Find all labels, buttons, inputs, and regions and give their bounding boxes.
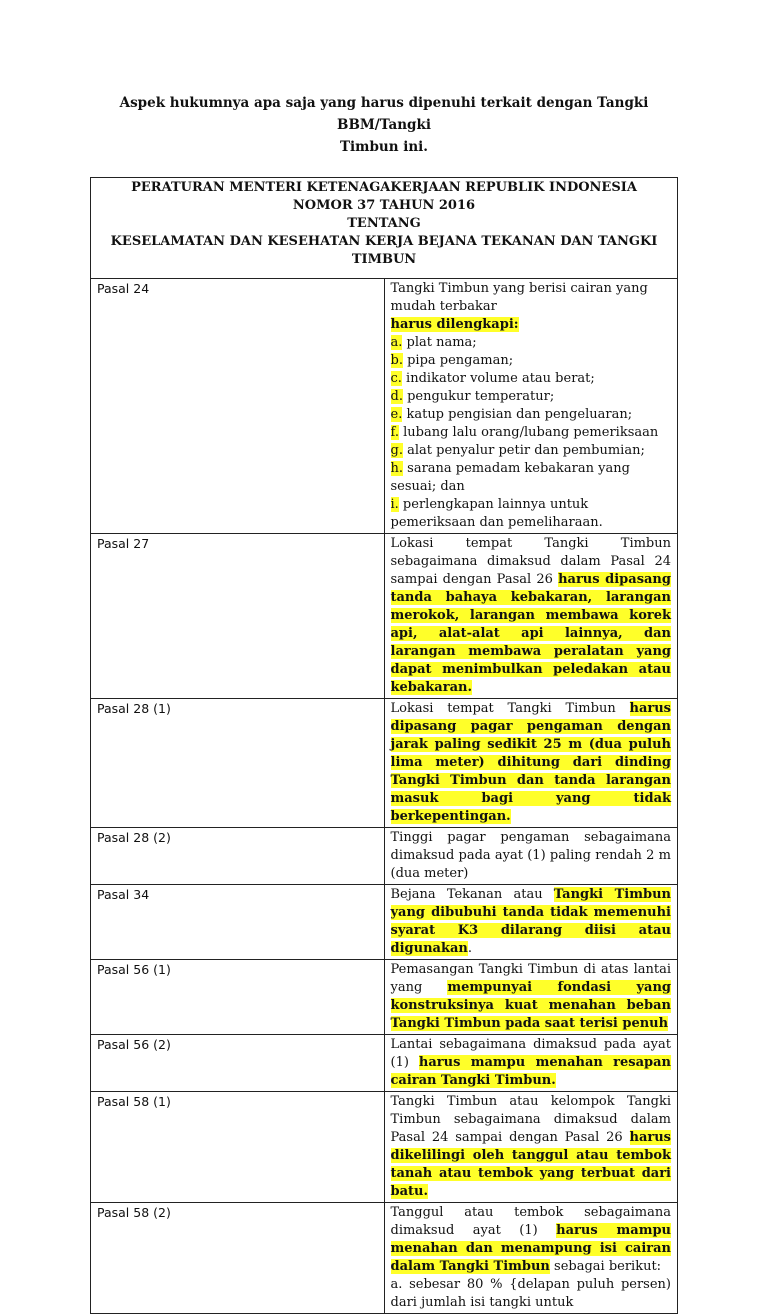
list-item xyxy=(391,460,672,496)
list-item xyxy=(391,334,672,352)
list-item xyxy=(391,442,672,460)
article-text xyxy=(384,1035,678,1092)
article-text xyxy=(384,885,678,960)
table-header-row xyxy=(91,178,678,279)
article-text xyxy=(384,279,678,534)
article-label: Pasal 24 xyxy=(91,279,385,534)
table-row xyxy=(91,279,678,534)
article-highlight-text: harus mampu menahan dan menampung isi cairan dalam Tangki Timbun xyxy=(390,1223,671,1274)
regulation-title-line-2: NOMOR 37 TAHUN 2016 xyxy=(292,198,476,213)
list-letter: f. xyxy=(390,425,399,440)
list-item xyxy=(391,496,672,532)
list-text: plat nama; xyxy=(402,335,477,350)
regulation-table xyxy=(90,177,678,1314)
regulation-title-line-3: TENTANG xyxy=(347,216,421,231)
article-intro-highlight-wrap xyxy=(391,316,672,334)
article-plain-text: sebagai berikut: xyxy=(549,1259,662,1274)
table-row xyxy=(91,1035,678,1092)
list-text: sarana pemadam kebakaran yang sesuai; dan xyxy=(390,461,630,494)
article-text xyxy=(384,828,678,885)
article-plain-text: Lantai sebagaimana dimaksud pada ayat (1) xyxy=(390,1037,671,1070)
article-text xyxy=(384,699,678,828)
table-row xyxy=(91,1092,678,1203)
list-letter: e. xyxy=(390,407,403,422)
article-plain-text: Tanggul atau tembok sebagaimana dimaksud ayat (1) xyxy=(390,1205,671,1238)
list-text: pipa pengaman; xyxy=(402,353,514,368)
question-line-2: Timbun ini. xyxy=(339,139,428,155)
question-line-1: Aspek hukumnya apa saja yang harus dipenuhi terkait dengan Tangki BBM/Tangki xyxy=(119,95,649,133)
regulation-rows xyxy=(91,279,678,1314)
list-text: katup pengisian dan pengeluaran; xyxy=(402,407,633,422)
article-sub-item: a. sebesar 80 % {delapan puluh persen) dari jumlah isi tangki untuk xyxy=(390,1277,671,1310)
list-letter: d. xyxy=(390,389,403,404)
article-plain-text: Lokasi tempat Tangki Timbun sebagaimana dimaksud dalam Pasal 24 sampai dengan Pasal 26 xyxy=(390,536,671,587)
article-highlight-text: mempunyai fondasi yang konstruksinya kuat menahan beban Tangki Timbun pada saat terisi penuh xyxy=(390,980,672,1031)
list-letter: a. xyxy=(390,335,403,350)
regulation-title xyxy=(91,178,678,279)
list-text: pengukur temperatur; xyxy=(402,389,555,404)
list-letter: c. xyxy=(390,371,402,386)
table-row xyxy=(91,534,678,699)
list-letter: g. xyxy=(390,443,403,458)
list-text: perlengkapan lainnya untuk pemeriksaan dan pemeliharaan. xyxy=(390,497,603,530)
article-intro: Tangki Timbun yang berisi cairan yang mudah terbakar xyxy=(390,281,648,314)
table-row xyxy=(91,699,678,828)
table-row xyxy=(91,885,678,960)
document-question xyxy=(90,92,678,158)
article-plain-text: Tangki Timbun atau kelompok Tangki Timbun sebagaimana dimaksud dalam Pasal 24 sampai dengan Pasal 26 xyxy=(390,1094,671,1145)
list-item xyxy=(391,352,672,370)
list-letter: b. xyxy=(390,353,403,368)
table-row xyxy=(91,960,678,1035)
article-label: Pasal 28 (2) xyxy=(91,828,385,885)
list-item xyxy=(391,370,672,388)
article-label: Pasal 56 (1) xyxy=(91,960,385,1035)
list-letter: h. xyxy=(390,461,404,476)
article-plain-text: Lokasi tempat Tangki Timbun xyxy=(390,701,630,716)
list-text: indikator volume atau berat; xyxy=(401,371,595,386)
article-intro-highlight: harus dilengkapi: xyxy=(390,317,519,332)
article-highlight-text: harus mampu menahan resapan cairan Tangki Timbun. xyxy=(390,1055,672,1088)
article-highlight-text: harus dipasang tanda bahaya kebakaran, larangan merokok, larangan membawa korek api, alat-alat api lainnya, dan larangan membawa peralatan yang dapat menimbulkan peledakan atau kebakaran. xyxy=(390,572,671,695)
article-text xyxy=(384,960,678,1035)
article-text xyxy=(384,1203,678,1314)
article-plain-text: Bejana Tekanan atau xyxy=(390,887,554,902)
article-highlight-text: harus dikelilingi oleh tanggul atau tembok tanah atau tembok yang terbuat dari batu. xyxy=(390,1130,671,1199)
article-plain-text: . xyxy=(467,941,472,956)
table-row xyxy=(91,1203,678,1314)
article-text xyxy=(384,1092,678,1203)
article-label: Pasal 58 (1) xyxy=(91,1092,385,1203)
list-item xyxy=(391,406,672,424)
article-plain-text: Pemasangan Tangki Timbun di atas lantai yang xyxy=(390,962,671,995)
regulation-title-line-1: PERATURAN MENTERI KETENAGAKERJAAN REPUBLIK INDONESIA xyxy=(131,180,637,195)
list-item xyxy=(391,424,672,442)
article-label: Pasal 27 xyxy=(91,534,385,699)
list-text: lubang lalu orang/lubang pemeriksaan xyxy=(398,425,659,440)
article-highlight-text: harus dipasang pagar pengaman dengan jarak paling sedikit 25 m (dua puluh lima meter) dihitung dari dinding Tangki Timbun dan tanda larangan masuk bagi yang tidak berkepentingan. xyxy=(390,701,671,824)
article-label: Pasal 56 (2) xyxy=(91,1035,385,1092)
regulation-title-line-4: KESELAMATAN DAN KESEHATAN KERJA BEJANA TEKANAN DAN TANGKI TIMBUN xyxy=(110,234,658,267)
article-highlight-text: Tangki Timbun yang dibubuhi tanda tidak memenuhi syarat K3 dilarang diisi atau digunakan xyxy=(390,887,671,956)
article-label: Pasal 34 xyxy=(91,885,385,960)
article-label: Pasal 28 (1) xyxy=(91,699,385,828)
article-label: Pasal 58 (2) xyxy=(91,1203,385,1314)
list-text: alat penyalur petir dan pembumian; xyxy=(402,443,645,458)
table-row xyxy=(91,828,678,885)
article-text xyxy=(384,534,678,699)
list-item xyxy=(391,388,672,406)
list-letter: i. xyxy=(390,497,399,512)
article-plain-text: Tinggi pagar pengaman sebagaimana dimaksud pada ayat (1) paling rendah 2 m (dua meter) xyxy=(390,830,671,881)
